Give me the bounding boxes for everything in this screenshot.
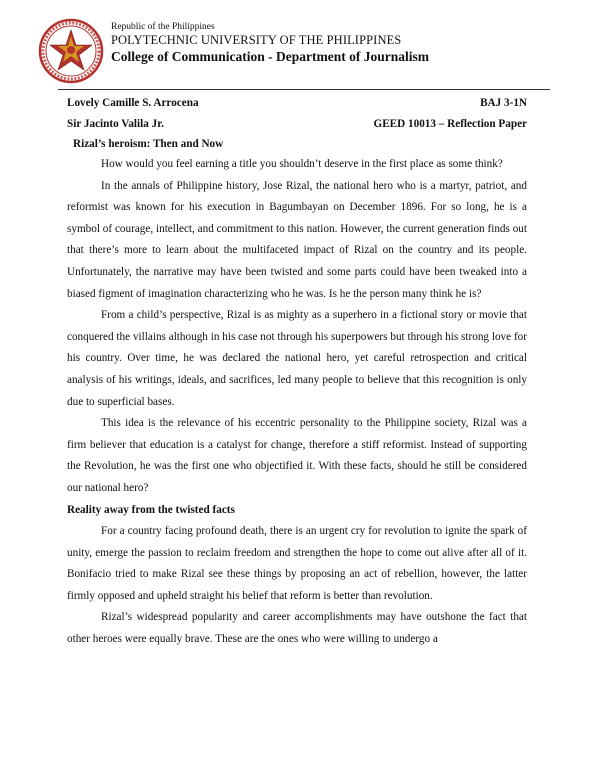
university-name: POLYTECHNIC UNIVERSITY OF THE PHILIPPINES <box>111 33 402 47</box>
header-text <box>111 22 429 65</box>
pup-seal-logo <box>38 18 104 84</box>
paragraph: Rizal’s widespread popularity and career accomplishments may have outshone the fact that other heroes were equally brave. These are the ones who were willing to undergo a <box>67 611 527 646</box>
header-divider <box>58 89 550 90</box>
course-label: GEED 10013 – Reflection Paper <box>373 118 527 130</box>
section-heading: Reality away from the twisted facts <box>67 503 235 516</box>
section-code: BAJ 3-1N <box>480 97 527 109</box>
meta-line-1 <box>67 96 527 110</box>
republic-label: Republic of the Philippines <box>111 22 215 32</box>
paper-title: Rizal’s heroism: Then and Now <box>73 138 224 150</box>
instructor-name: Sir Jacinto Valila Jr. <box>67 118 164 130</box>
paragraph: For a country facing profound death, there is an urgent cry for revolution to ignite the spark of unity, emerge the passion to reclaim freedom and strengthen the hope to come out alive after all of it. Bonifacio tried to make Rizal see these things by proposing an act of rebellion, however, the latter firmly opposed and upheld straight his belief that reform is better than revolution. <box>67 525 527 602</box>
paragraph: How would you feel earning a title you shouldn’t deserve in the first place as some think? <box>101 158 503 170</box>
paper-body <box>67 154 527 651</box>
author-name: Lovely Camille S. Arrocena <box>67 97 199 109</box>
paragraph: In the annals of Philippine history, Jose Rizal, the national hero who is a martyr, patriot, and reformist was known for his execution in Bagumbayan on December 1896. For so long, he is a symbol of courage, intellect, and commitment to this nation. However, the current generation finds out that there’s more to learn about the multifaceted impact of Rizal on the country and its people. Unfortunately, the narrative may have been twisted and some parts could have been tweaked into a biased figment of imagination characterizing who he was. Is he the person many think he is? <box>67 179 527 300</box>
paragraph: This idea is the relevance of his eccentric personality to the Philippine society, Rizal was a firm believer that education is a catalyst for change, therefore a stiff reformist. Instead of supporting the Revolution, he was the first one who objectified it. With these facts, should he still be considered our national hero? <box>67 417 527 494</box>
paragraph: From a child’s perspective, Rizal is as mighty as a superhero in a fictional story or movie that conquered the villains although in his case not through his superpowers but through his strong love for his country. Over time, he was declared the national hero, yet careful retrospection and critical analysis of his writings, ideals, and sacrifices, led many people to believe that this recognition is only due to superficial bases. <box>67 309 527 408</box>
college-name: College of Communication - Department of Journalism <box>111 49 429 64</box>
meta-line-2 <box>67 117 527 131</box>
